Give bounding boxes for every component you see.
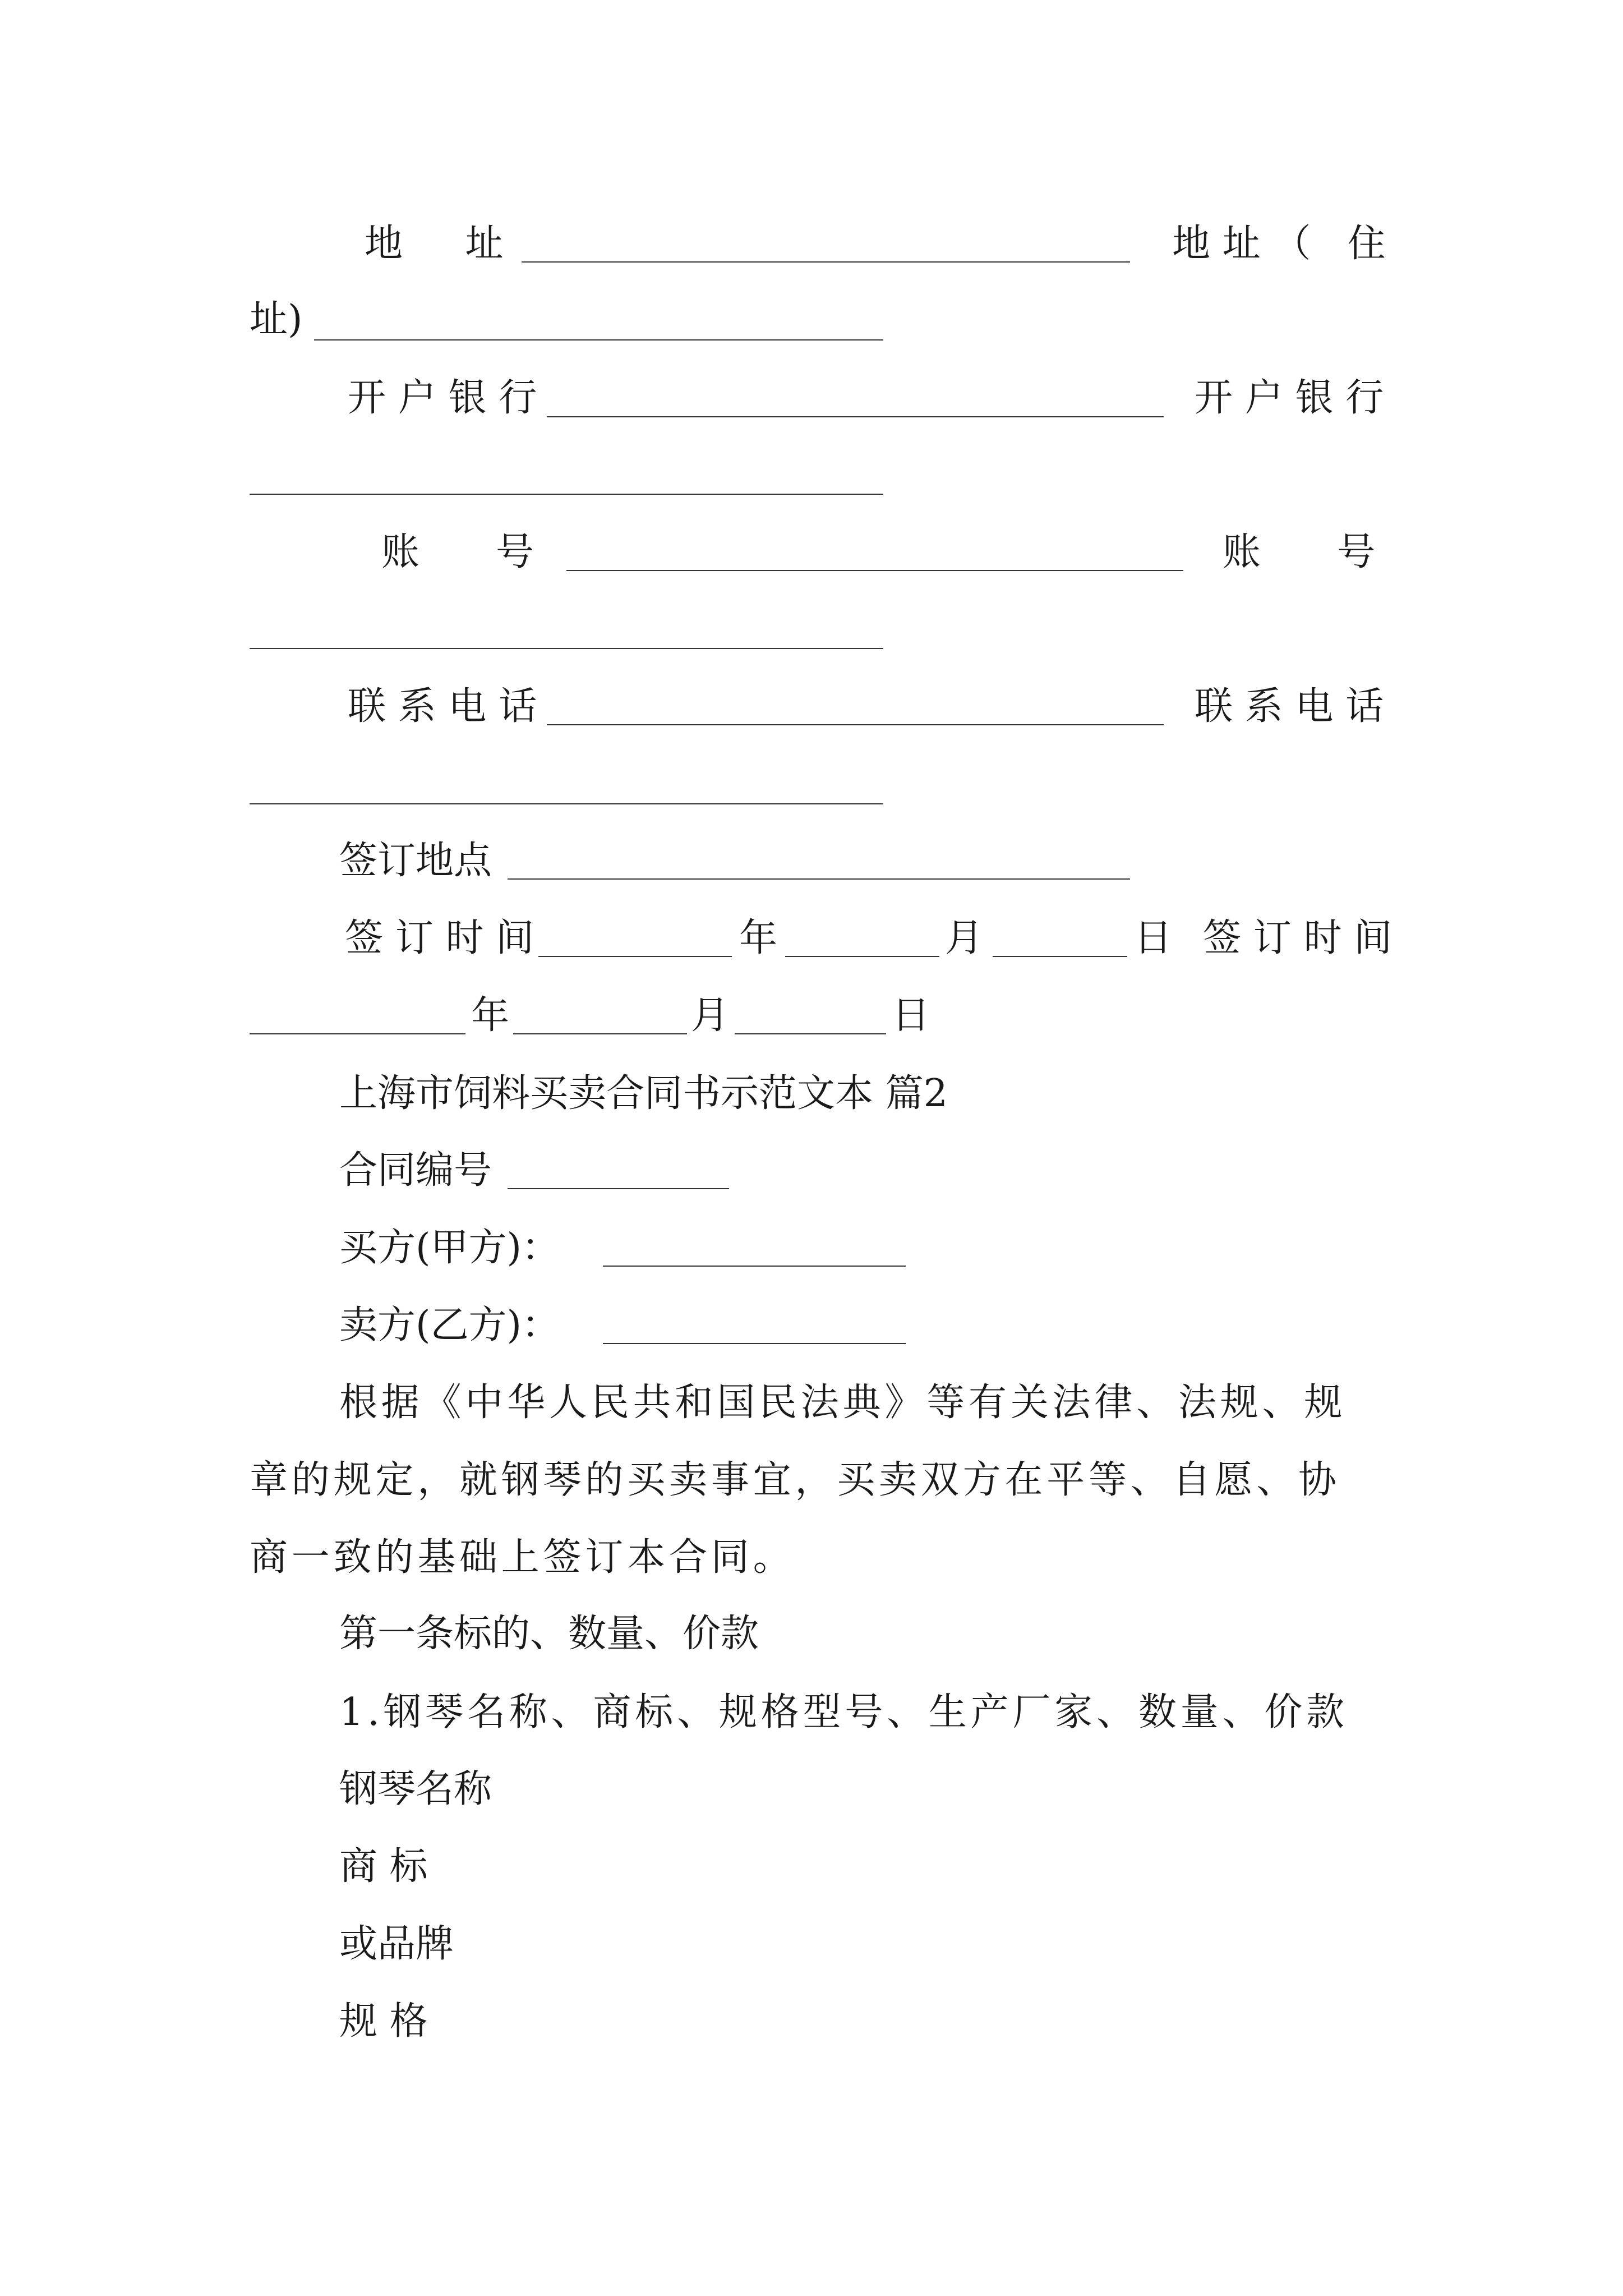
sign-time-day-right: 日 [892, 993, 930, 1038]
section-heading: 上海市饲料买卖合同书示范文本 篇2 [339, 1071, 948, 1116]
address-blank-right[interactable] [314, 339, 883, 341]
spec-label: 规 格 [339, 1999, 428, 2044]
sign-time-day-blank-right[interactable] [735, 1033, 886, 1034]
buyer-label: 买方(甲方)： [339, 1226, 560, 1270]
account-blank-left[interactable] [566, 570, 1183, 571]
sign-time-month-blank-left[interactable] [785, 956, 939, 957]
sign-time-month-blank-right[interactable] [513, 1033, 687, 1034]
piano-name-label: 钢琴名称 [339, 1767, 492, 1811]
sign-time-year-right: 年 [471, 993, 510, 1038]
brand-label: 或品牌 [339, 1922, 454, 1966]
sign-time-year-blank-left[interactable] [538, 956, 732, 957]
address-label-right: 地址（ 住 [1172, 222, 1398, 266]
bank-blank-right[interactable] [250, 494, 883, 495]
phone-blank-left[interactable] [547, 724, 1164, 725]
address-blank-left[interactable] [522, 261, 1130, 263]
contract-no-blank[interactable] [508, 1188, 729, 1189]
intro-line-3: 商一致的基础上签订本合同。 [250, 1535, 795, 1580]
account-label-left: 账 号 [381, 530, 534, 574]
bank-label-left: 开户银行 [348, 376, 550, 420]
phone-label-left: 联系电话 [348, 684, 550, 729]
phone-blank-right[interactable] [250, 803, 883, 804]
bank-label-right: 开户银行 [1195, 376, 1396, 420]
buyer-blank[interactable] [603, 1266, 906, 1267]
sign-time-year-left: 年 [739, 916, 778, 960]
address-label-right-cont: 址) [250, 297, 303, 342]
intro-line-2: 章的规定，就钢琴的买卖事宜，买卖双方在平等、自愿、协 [250, 1458, 1340, 1502]
sign-time-day-left: 日 [1134, 916, 1173, 960]
sign-time-label-left: 签订时间 [345, 916, 547, 960]
sign-time-label-right: 签订时间 [1203, 916, 1405, 960]
sign-time-day-blank-left[interactable] [993, 956, 1127, 957]
account-blank-right[interactable] [250, 648, 883, 649]
seller-blank[interactable] [603, 1343, 906, 1344]
trademark-label: 商 标 [339, 1844, 428, 1889]
seller-label: 卖方(乙方)： [339, 1303, 560, 1347]
contract-no-label: 合同编号 [339, 1148, 492, 1193]
sign-place-blank[interactable] [508, 878, 1130, 880]
article-1-heading: 第一条标的、数量、价款 [339, 1612, 759, 1656]
item-1: 1.钢琴名称、商标、规格型号、生产厂家、数量、价款 [339, 1690, 1348, 1734]
account-label-right: 账 号 [1223, 530, 1376, 574]
sign-time-month-left: 月 [945, 916, 984, 960]
sign-time-year-blank-right[interactable] [250, 1033, 465, 1034]
intro-line-1: 根据《中华人民共和国民法典》等有关法律、法规、规 [339, 1381, 1347, 1425]
bank-blank-left[interactable] [547, 416, 1164, 417]
phone-label-right: 联系电话 [1195, 684, 1396, 729]
address-label-left: 地 址 [365, 222, 516, 266]
sign-place-label: 签订地点 [339, 839, 492, 883]
sign-time-month-right: 月 [691, 993, 730, 1038]
